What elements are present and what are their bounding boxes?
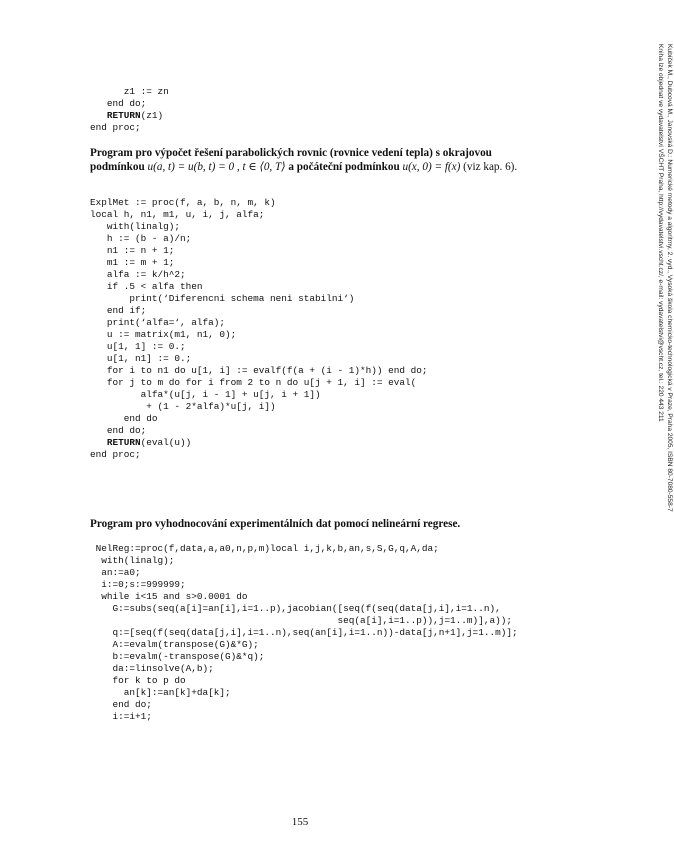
code-line: q:=[seq(f(seq(data[j,i],i=1..n),seq(an[i],i=1..n))-data[j,n+1],j=1..m)]; <box>90 627 518 638</box>
code-line: u := matrix(m1, n1, 0); <box>90 329 237 340</box>
code-line: for k to p do <box>90 675 186 686</box>
heading-text: a počáteční podmínkou <box>285 161 403 173</box>
side-note-line2: Kniha lze objednat ve vydavatelství VŠCHT Praha, http://vydavatelstvi.vscht.cz/, e-mail: vydavatelstvi@vscht.cz, tel.: 220 443 211 <box>657 44 664 422</box>
explmet-code-block <box>90 197 428 461</box>
heading-math: u(a, t) = u(b, t) = 0 , t ∈ ⟨0, T⟩ <box>147 161 286 173</box>
code-line: G:=subs(seq(a[i]=an[i],i=1..p),jacobian([seq(f(seq(data[j,i],i=1..n), <box>90 603 501 614</box>
code-line: with(linalg); <box>90 221 181 232</box>
code-line: for j to m do for i from 2 to n do u[j + 1, i] := eval( <box>90 377 417 388</box>
code-line: if .5 < alfa then <box>90 281 203 292</box>
heading-text: (viz kap. 6). <box>460 161 518 173</box>
section-heading-nelreg: Program pro vyhodnocování experimentálních dat pomocí nelineární regrese. <box>90 518 461 530</box>
code-line: u[1, n1] := 0.; <box>90 353 192 364</box>
code-line: i:=i+1; <box>90 711 152 722</box>
page-number: 155 <box>291 816 309 828</box>
code-keyword: RETURN <box>106 437 141 448</box>
code-line: end do; <box>90 699 152 710</box>
code-line: alfa := k/h^2; <box>90 269 186 280</box>
code-line: an[k]:=an[k]+da[k]; <box>90 687 231 698</box>
code-line: b:=evalm(-transpose(G)&*q); <box>90 651 265 662</box>
code-line: local h, n1, m1, u, i, j, alfa; <box>90 209 265 220</box>
code-line: end proc; <box>90 122 141 133</box>
code-line: alfa*(u[j, i - 1] + u[j, i + 1]) <box>90 389 321 400</box>
code-line: with(linalg); <box>90 555 175 566</box>
code-line: n1 := n + 1; <box>90 245 175 256</box>
nelreg-code-block <box>90 543 518 723</box>
code-indent <box>90 437 107 448</box>
code-text: (eval(u)) <box>140 437 192 448</box>
code-line <box>90 110 169 122</box>
heading-text: Program pro výpočet řešení parabolických rovnic (rovnice vedení tepla) s okrajovou podmínkou <box>90 147 492 173</box>
code-line: m1 := m + 1; <box>90 257 175 268</box>
code-line: print(‘Diferencni schema neni stabilni‘) <box>90 293 355 304</box>
code-line: end if; <box>90 305 147 316</box>
section-heading-parabolic <box>90 146 530 174</box>
code-line: print(‘alfa=‘, alfa); <box>90 317 226 328</box>
code-line: da:=linsolve(A,b); <box>90 663 214 674</box>
heading-math: u(x, 0) = f(x) <box>402 161 461 173</box>
code-line: i:=0;s:=999999; <box>90 579 186 590</box>
code-text: (z1) <box>140 110 164 121</box>
code-line: seq(a[i],i=1..p)),j=1..m)],a)); <box>90 615 512 626</box>
side-margin-note <box>656 44 674 512</box>
code-line <box>90 437 428 449</box>
code-line: ExplMet := proc(f, a, b, n, m, k) <box>90 197 276 208</box>
code-line: NelReg:=proc(f,data,a,a0,n,p,m)local i,j,k,b,an,s,S,G,q,A,da; <box>90 543 439 554</box>
code-line: while i<15 and s>0.0001 do <box>90 591 248 602</box>
code-line: end do; <box>90 425 147 436</box>
code-line: end do; <box>90 98 147 109</box>
code-line: z1 := zn <box>90 86 169 97</box>
code-line: end do <box>90 413 158 424</box>
code-line: end proc; <box>90 449 141 460</box>
code-line: an:=a0; <box>90 567 141 578</box>
side-note-line1: Kubíček M., Dubcová M., Janovská D.: Numerické metody a algoritmy, 2. vyd., Vysoká škola chemicko-technologická v Praze, Praha 2005, ISBN 80-7080-558-7 <box>666 44 673 512</box>
code-line: for i to n1 do u[1, i] := evalf(f(a + (i - 1)*h)) end do; <box>90 365 428 376</box>
top-code-block <box>90 86 169 134</box>
code-line: A:=evalm(transpose(G)&*G); <box>90 639 259 650</box>
code-line: + (1 - 2*alfa)*u[j, i]) <box>90 401 276 412</box>
code-keyword: RETURN <box>106 110 141 121</box>
code-line: u[1, 1] := 0.; <box>90 341 186 352</box>
code-line: h := (b - a)/n; <box>90 233 192 244</box>
